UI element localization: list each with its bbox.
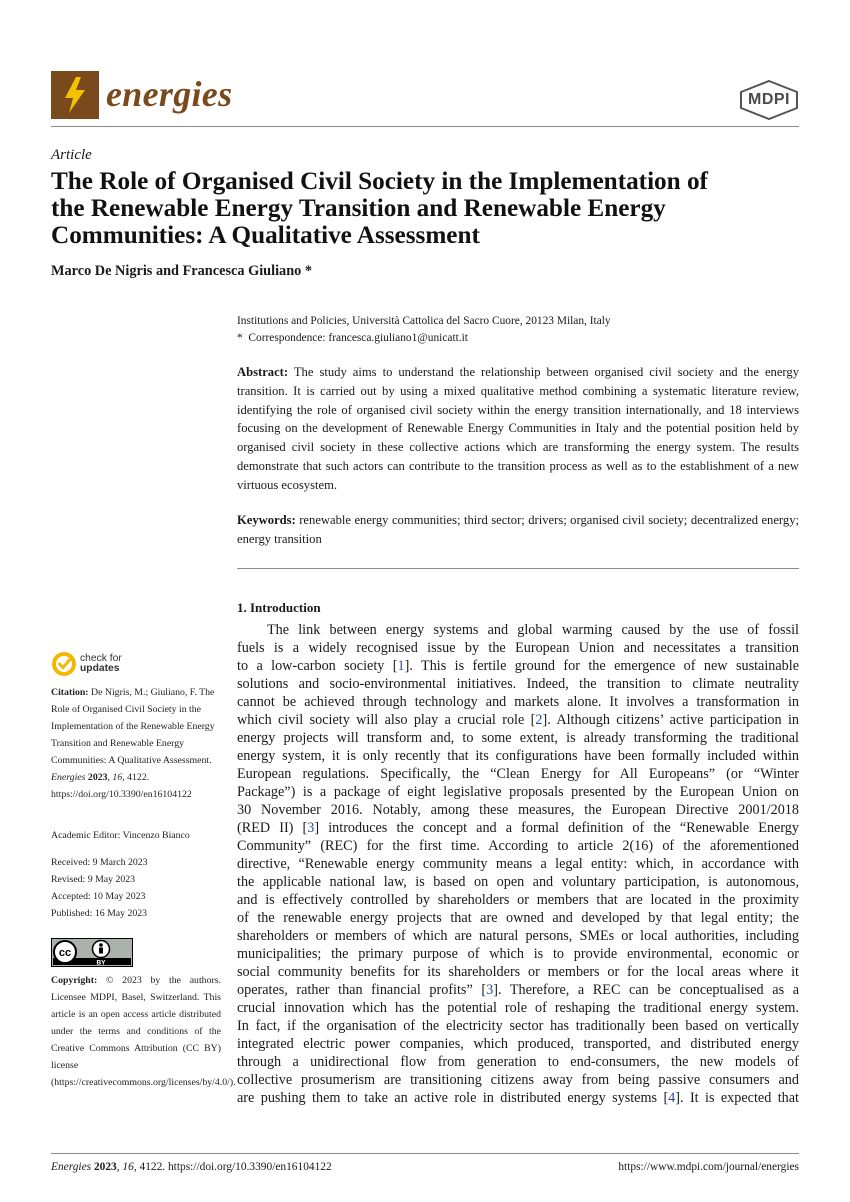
section-heading: 1. Introduction — [237, 600, 321, 615]
body-line: European regulations. Specifically, the “Clean Energy for All Europeans” (or “Winter — [237, 766, 799, 782]
title-line: The Role of Organised Civil Society in the Implementation of — [51, 168, 708, 195]
body-line: are pushing them to take an active role in distributed energy systems [4]. It is expected that — [237, 1090, 799, 1106]
footer-doi[interactable]: , 4122. https://doi.org/10.3390/en16104122 — [133, 1161, 332, 1173]
copyright-text: © 2023 by the authors. Licensee MDPI, Basel, Switzerland. This article is an open access article distributed under the terms and conditions of the Creative Commons Attribution (CC BY) license (https://creativecommons.org/licenses/by/4.0/). — [51, 975, 236, 1088]
date-accepted: Accepted: 10 May 2023 — [51, 891, 146, 902]
article-type: Article — [51, 147, 92, 163]
body-line: integrated electric power companies, which produced, transported, and distributed energy — [237, 1036, 799, 1052]
body-line: operates, rather than financial profits” [3]. Therefore, a REC can be conceptualised as a — [237, 982, 800, 998]
history-dates — [51, 854, 221, 922]
citation-year: 2023 — [87, 772, 108, 783]
academic-editor: Academic Editor: Vincenzo Bianco — [51, 830, 190, 841]
footer-divider — [51, 1153, 799, 1154]
affiliation: Institutions and Policies, Università Cattolica del Sacro Cuore, 20123 Milan, Italy — [237, 315, 611, 327]
citation-text: De Nigris, M.; Giuliano, F. The Role of Organised Civil Society in the Implementation of the Renewable Energy Transition and Renewable Energy Communities: A Qualitative Assessment. — [51, 687, 215, 766]
body-line: energy projects will transform and, to some extent, is already transforming the traditional — [237, 730, 799, 746]
body-line: through a unidirectional flow from generation to end-consumers, the new models of — [237, 1054, 799, 1070]
body-line: (RED II) [3] introduces the concept and a formal definition of the “Renewable Energy — [237, 820, 799, 836]
footer-journal: Energies — [51, 1161, 92, 1173]
body-line: crucial innovation which has the potential role of reshaping the traditional energy system. — [237, 1000, 799, 1016]
correspondence-mark: * — [237, 332, 243, 344]
keywords-label: Keywords: — [237, 513, 296, 527]
title-line: the Renewable Energy Transition and Renewable Energy — [51, 195, 666, 222]
keywords — [237, 511, 799, 549]
body-line: 30 November 2016. Notably, among these measures, the European Directive 2001/2018 — [237, 802, 799, 818]
citation-ref-link[interactable]: 2 — [535, 712, 543, 728]
copyright-label: Copyright: — [51, 975, 98, 986]
citation-volume: 16 — [112, 772, 123, 783]
section-divider — [237, 568, 799, 569]
journal-logo-icon — [51, 71, 99, 119]
section-body — [237, 621, 799, 1107]
footer-year: 2023 — [93, 1161, 117, 1173]
body-line: solutions and socio-environmental initiatives. Indeed, the transition to climate neutrality — [237, 676, 799, 692]
citation-ref-link[interactable]: 3 — [307, 820, 315, 836]
body-line: The link between energy systems and global warming caused by the use of fossil — [267, 622, 799, 638]
date-published: Published: 16 May 2023 — [51, 908, 148, 919]
title-line: Communities: A Qualitative Assessment — [51, 222, 480, 249]
check-line-1: check for — [80, 653, 122, 664]
body-line: collective prosumerism are transitioning citizens away from being passive consumers and — [237, 1072, 799, 1088]
header-divider — [51, 126, 799, 127]
citation-ref-link[interactable]: 3 — [486, 982, 494, 998]
body-line: shareholders or members of which are natural persons, SMEs or local authorities, including — [237, 928, 799, 944]
svg-text:cc: cc — [58, 947, 72, 959]
date-revised: Revised: 9 May 2023 — [51, 874, 136, 885]
body-line: municipalities; the primary purpose of which is to provide environmental, economic or — [237, 946, 799, 962]
body-line: the applicable national law, is based on open and voluntary participation, is autonomous, — [237, 874, 799, 890]
cc-by-license-icon[interactable] — [51, 938, 133, 967]
body-line: energy system, it is only recently that its configurations have been formally included within — [237, 748, 799, 764]
check-for-updates-label[interactable] — [80, 654, 122, 674]
correspondence — [237, 330, 799, 347]
footer-journal-url[interactable]: https://www.mdpi.com/journal/energies — [618, 1161, 799, 1173]
copyright-block — [51, 972, 236, 1091]
keywords-text: renewable energy communities; third sector; drivers; organised civil society; decentralized energy; energy transition — [237, 513, 799, 546]
body-line: to a low-carbon society [1]. This is fertile ground for the emergence of new sustainable — [237, 658, 799, 674]
abstract-label: Abstract: — [237, 365, 289, 379]
citation-block: Citation: De Nigris, M.; Giuliano, F. The Role of Organised Civil Society in the Implementation of the Renewable Energy Transition and Renewable Energy Communities: A Qualitative Assessment. Energies 2023, 16, 4122. https://doi.org/10.3390/en16104122 — [51, 687, 215, 800]
body-line: directive, “Renewable energy community means a legal entity: which, in accordance with — [237, 856, 799, 872]
cc-label: BY — [96, 959, 106, 967]
citation-label: Citation: — [51, 687, 89, 698]
citation-ref-link[interactable]: 4 — [668, 1090, 676, 1106]
check-line-2: updates — [80, 663, 120, 674]
footer-volume: 16 — [122, 1161, 134, 1173]
article-title — [51, 168, 811, 249]
correspondence-email[interactable]: Correspondence: francesca.giuliano1@unicatt.it — [248, 332, 468, 344]
citation-doi[interactable]: , 4122. https://doi.org/10.3390/en16104122 — [51, 772, 192, 800]
date-received: Received: 9 March 2023 — [51, 857, 148, 868]
journal-name: energies — [106, 74, 233, 114]
body-line: In fact, if the organisation of the electricity sector has traditionally been based on vertically — [237, 1018, 799, 1034]
abstract-text: The study aims to understand the relationship between organised civil society and the energy transition. It is carried out by using a mixed qualitative method combining a systematic literature review, identifying the role of organised civil society within the energy transition internationally, and 18 interviews focusing on the development of Renewable Energy Communities in Italy and the potential position held by organised civil society in these collective actions which are transforming the energy system. The results demonstrate that such actors can contribute to the transition process as well as to the establishment of a new virtuous ecosystem. — [237, 365, 799, 492]
citation-ref-link[interactable]: 1 — [397, 658, 405, 674]
publisher-name: MDPI — [748, 91, 790, 108]
affiliation-block — [237, 313, 799, 347]
body-line: Community” (REC) for the first time. According to article 2(16) of the aforementioned — [237, 838, 799, 854]
body-line: cannot be achieved through technology and markets alone. It involves a transformation in — [237, 694, 799, 710]
authors: Marco De Nigris and Francesca Giuliano * — [51, 263, 313, 279]
footer-citation: Energies 2023, 16, 4122. https://doi.org/10.3390/en16104122 — [51, 1161, 332, 1173]
body-line: social community benefits for its shareholders or members or for the local areas where it — [237, 964, 799, 980]
citation-journal: Energies — [51, 772, 86, 783]
body-line: Package”) is a package of eight legislative proposals presented by the European Union on — [237, 784, 799, 800]
body-line: and is effectively controlled by shareholders or members that are located in the proximity — [237, 892, 799, 908]
body-line: of the renewable energy projects that are owned and developed by that legal entity; the — [237, 910, 799, 926]
body-line: which civil society will also play a crucial role [2]. Although citizens’ active participation in — [237, 712, 800, 728]
check-for-updates-icon[interactable] — [51, 651, 77, 677]
body-line: fuels is a widely recognised issue by the European Union and necessitates a transition — [237, 640, 799, 656]
abstract — [237, 363, 799, 495]
